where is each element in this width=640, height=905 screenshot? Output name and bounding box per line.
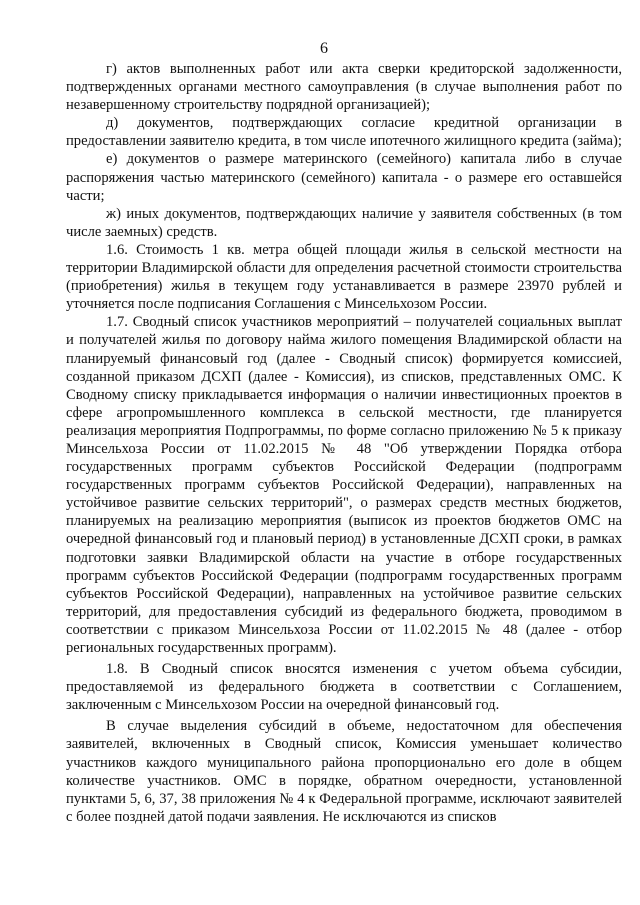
paragraph-e-maternity-capital: е) документов о размере материнского (семейного) капитала либо в случае распоряжения частью материнского (семейного) капитала - о размере его оставшейся части; xyxy=(66,151,622,204)
paragraph-insufficient-subsidies: В случае выделения субсидий в объеме, недостаточном для обеспечения заявителей, включенных в Сводный список, Комиссия уменьшает количество участников каждого муниципального района пропорционально его доле в общем количестве участников. ОМС в порядке, обратном очередности, установленной пунктами 5, 6, 37, 38 приложения № 4 к Федеральной программе, исключают заявителей с более поздней датой подачи заявления. Не исключаются из списков xyxy=(66,718,622,825)
paragraph-zh-own-funds: ж) иных документов, подтверждающих наличие у заявителя собственных (в том числе заемных) средств. xyxy=(66,205,622,240)
paragraph-1-8-list-changes: 1.8. В Сводный список вносятся изменения с учетом объема субсидии, предоставляемой из федерального бюджета в соответствии с Соглашением, заключенным с Минсельхозом России на очередной финансовый год. xyxy=(66,661,622,714)
page-number: 6 xyxy=(320,40,328,57)
paragraph-1-7-consolidated-list: 1.7. Сводный список участников мероприятий – получателей социальных выплат и получателей жилья по договору найма жилого помещения Владимирской области на планируемый финансовый год (далее - Сводный список) формируется комиссией, созданной приказом ДСХП (далее - Комиссия), из списков, представленных ОМС. К Сводному списку прикладывается информация о наличии инвестиционных проектов в сфере агропромышленного комплекса в сельской местности, где планируется реализация мероприятия Подпрограммы, по форме согласно приложению № 5 к приказу Минсельхоза России от 11.02.2015 № 48 "Об утверждении Порядка отбора государственных программ субъектов Российской Федерации (подпрограмм государственных программ субъектов Российской Федерации), направленных на устойчивое развитие сельских территорий", о размерах средств местных бюджетов, планируемых на реализацию мероприятия (выписок из проектов бюджетов ОМС на очередной финансовый год и плановый период) в установленные ДСХП сроки, в рамках подготовки заявки Владимирской области на участие в отборе государственных программ субъектов Российской Федерации (подпрограмм государственных программ субъектов Российской Федерации), направленных на устойчивое развитие сельских территорий, для предоставления субсидий из федерального бюджета, проводимом в соответствии с приказом Минсельхоза России от 11.02.2015 № 48 (далее - отбор региональных государственных программ). xyxy=(66,314,622,656)
paragraph-1-6-housing-cost: 1.6. Стоимость 1 кв. метра общей площади жилья в сельской местности на территории Владимирской области для определения расчетной стоимости строительства (приобретения) жилья в текущем году устанавливается в размере 23970 рублей и уточняется после подписания Соглашения с Минсельхозом России. xyxy=(66,241,622,313)
paragraph-d-credit-documents: д) документов, подтверждающих согласие кредитной организации в предоставлении заявителю кредита, в том числе ипотечного жилищного кредита (займа); xyxy=(66,115,622,150)
paragraph-g-acts: г) актов выполненных работ или акта сверки кредиторской задолженности, подтвержденных органами местного самоуправления (в случае выполнения работ по незавершенному строительству подрядной организацией); xyxy=(66,61,622,114)
